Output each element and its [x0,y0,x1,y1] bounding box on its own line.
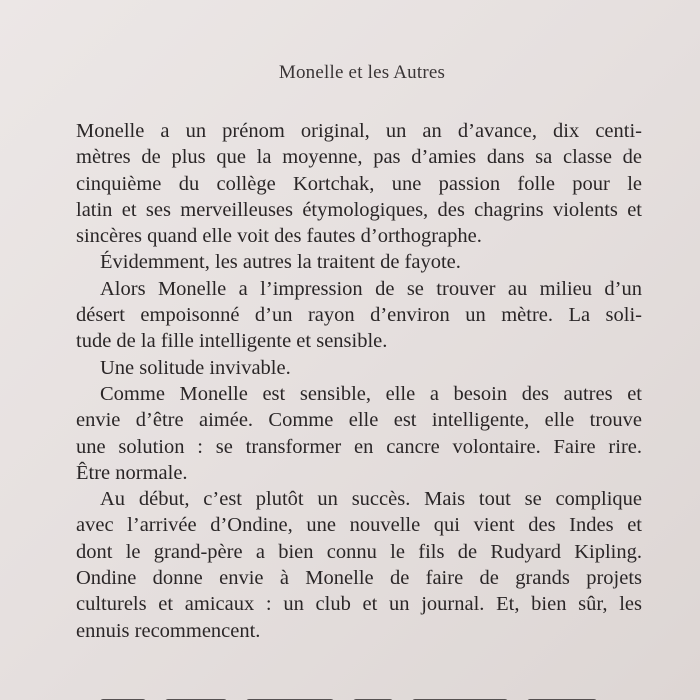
text-line: Alors Monelle a l’impression de se trouver au milieu d’un [100,277,642,300]
page-title: Monelle et les Autres [278,62,446,83]
text-line: Comme Monelle est sensible, elle a besoin des autres et [100,382,642,405]
text-line: Évidemment, les autres la traitent de fayote. [100,251,461,274]
text-line: avec l’arrivée d’Ondine, une nouvelle qui vient des Indes et [76,514,642,537]
text-line: Au début, c’est plutôt un succès. Mais tout se complique [100,488,642,511]
text-line: tude de la fille intelligente et sensible. [76,330,388,353]
text-line: culturels et amicaux : un club et un journal. Et, bien sûr, les [76,593,642,616]
text-line: envie d’être aimée. Comme elle est intelligente, elle trouve [76,409,642,432]
text-line: Être normale. [76,461,188,484]
text-line: sincères quand elle voit des fautes d’orthographe. [76,225,482,248]
text-line: latin et ses merveilleuses étymologiques, des chagrins violents et [76,198,642,221]
body-text [76,118,642,644]
text-line: Une solitude invivable. [100,356,291,379]
text-line: dont le grand-père a bien connu le fils de Rudyard Kipling. [76,540,642,563]
text-line: Monelle a un prénom original, un an d’avance, dix centi- [76,120,642,142]
text-line: mètres de plus que la moyenne, pas d’amies dans sa classe de [76,146,642,169]
text-line: une solution : se transformer en cancre volontaire. Faire rire. [76,435,642,458]
cropped-text-line [100,690,660,700]
text-line: désert empoisonné d’un rayon d’environ un mètre. La soli- [76,304,642,327]
text-line: Ondine donne envie à Monelle de faire de grands projets [76,567,642,590]
text-line: ennuis recommencent. [76,619,261,642]
text-line: cinquième du collège Kortchak, une passion folle pour le [76,172,642,195]
